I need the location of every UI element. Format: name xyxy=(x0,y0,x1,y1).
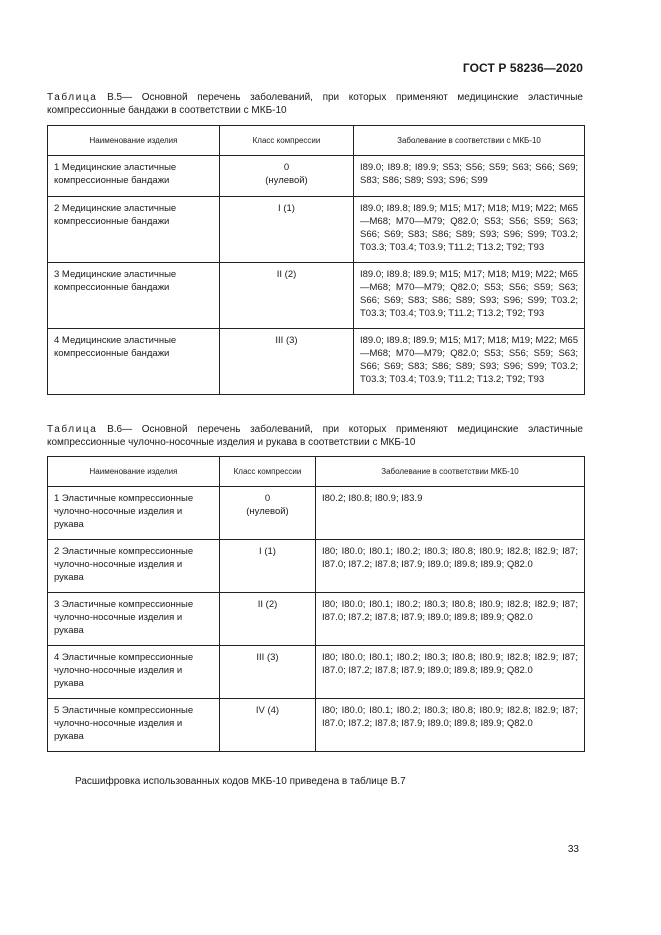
table-b5-caption-label: Таблица xyxy=(47,92,98,103)
disease-codes-cell: I80; I80.0; I80.1; I80.2; I80.3; I80.8; I80.9; I82.8; I82.9; I87; I87.0; I87.2; I87.8; I87.9; I89.0; I89.8; I89.9; Q82.0 xyxy=(316,540,585,593)
table-b5-caption-number: В.5 xyxy=(107,92,123,103)
table-row xyxy=(48,263,585,329)
table-row xyxy=(48,540,585,593)
disease-codes-cell: I89.0; I89.8; I89.9; S53; S56; S59; S63; S66; S69; S83; S86; S89; S93; S96; S99 xyxy=(354,156,585,197)
compression-class-line: II (2) xyxy=(257,599,278,610)
product-name-cell: 4 Эластичные компрессионные чулочно-носочные изделия и рукава xyxy=(48,646,220,699)
disease-codes-cell: I80; I80.0; I80.1; I80.2; I80.3; I80.8; I80.9; I82.8; I82.9; I87; I87.0; I87.2; I87.8; I87.9; I89.0; I89.8; I89.9; Q82.0 xyxy=(316,646,585,699)
column-header-disease: Заболевание в соответствии МКБ-10 xyxy=(316,457,585,487)
standard-title: ГОСТ Р 58236—2020 xyxy=(462,61,583,75)
compression-class-cell xyxy=(220,646,316,699)
table-b6-caption-text: — Основной перечень заболеваний, при которых применяют медицинские эластичные xyxy=(122,424,583,435)
compression-class-line: IV (4) xyxy=(255,705,280,716)
column-header-product: Наименование изделия xyxy=(48,126,220,156)
product-name-cell: 1 Эластичные компрессионные чулочно-носочные изделия и рукава xyxy=(48,487,220,540)
table-b5 xyxy=(47,125,585,395)
compression-class-cell xyxy=(220,197,354,263)
table-b5-caption-line2: компрессионные бандажи в соответствии с МКБ-10 xyxy=(47,105,287,116)
column-header-compression-class: Класс компрессии xyxy=(220,126,354,156)
table-b6 xyxy=(47,456,585,752)
disease-codes-cell: I80.2; I80.8; I80.9; I83.9 xyxy=(316,487,585,540)
compression-class-cell xyxy=(220,329,354,395)
product-name-cell: 3 Медицинские эластичные компрессионные бандажи xyxy=(48,263,220,329)
table-row xyxy=(48,197,585,263)
table-row xyxy=(48,699,585,752)
column-header-disease: Заболевание в соответствии с МКБ-10 xyxy=(354,126,585,156)
column-header-product: Наименование изделия xyxy=(48,457,220,487)
footnote: Расшифровка использованных кодов МКБ-10 приведена в таблице В.7 xyxy=(75,776,406,787)
table-b6-caption-line2: компрессионные чулочно-носочные изделия и рукава в соответствии с МКБ-10 xyxy=(47,437,416,448)
table-b5-header-row xyxy=(48,126,585,156)
table-row xyxy=(48,156,585,197)
compression-class-cell xyxy=(220,263,354,329)
compression-class-cell xyxy=(220,156,354,197)
product-name-cell: 2 Эластичные компрессионные чулочно-носочные изделия и рукава xyxy=(48,540,220,593)
page-number: 33 xyxy=(567,844,579,855)
column-header-compression-class: Класс компрессии xyxy=(220,457,316,487)
compression-class-line: III (3) xyxy=(256,652,279,663)
disease-codes-cell: I80; I80.0; I80.1; I80.2; I80.3; I80.8; I80.9; I82.8; I82.9; I87; I87.0; I87.2; I87.8; I87.9; I89.0; I89.8; I89.9; Q82.0 xyxy=(316,593,585,646)
table-row xyxy=(48,593,585,646)
compression-class-line: (нулевой) xyxy=(265,175,308,186)
product-name-cell: 5 Эластичные компрессионные чулочно-носочные изделия и рукава xyxy=(48,699,220,752)
table-row xyxy=(48,646,585,699)
compression-class-line: I (1) xyxy=(278,203,295,214)
product-name-cell: 3 Эластичные компрессионные чулочно-носочные изделия и рукава xyxy=(48,593,220,646)
table-row xyxy=(48,487,585,540)
compression-class-cell xyxy=(220,540,316,593)
compression-class-line: III (3) xyxy=(275,335,298,346)
compression-class-cell xyxy=(220,593,316,646)
table-b6-caption xyxy=(47,423,583,449)
compression-class-line: 0 xyxy=(283,162,290,173)
disease-codes-cell: I89.0; I89.8; I89.9; M15; M17; M18; M19; M22; M65—M68; M70—M79; Q82.0; S53; S56; S59; S63; S66; S69; S83; S86; S89; S93; S96; S99; T03.2; T03.3; T03.4; T03.9; T11.2; T13.2; T92; T93 xyxy=(354,263,585,329)
compression-class-cell xyxy=(220,487,316,540)
compression-class-line: 0 xyxy=(264,493,271,504)
table-b6-caption-label: Таблица xyxy=(47,424,98,435)
table-row xyxy=(48,329,585,395)
compression-class-cell xyxy=(220,699,316,752)
product-name-cell: 4 Медицинские эластичные компрессионные бандажи xyxy=(48,329,220,395)
table-b5-caption-text: — Основной перечень заболеваний, при которых применяют медицинские эластичные xyxy=(122,92,583,103)
disease-codes-cell: I89.0; I89.8; I89.9; M15; M17; M18; M19; M22; M65—M68; M70—M79; Q82.0; S53; S56; S59; S63; S66; S69; S83; S86; S89; S93; S96; S99; T03.2; T03.3; T03.4; T03.9; T11.2; T13.2; T92; T93 xyxy=(354,329,585,395)
compression-class-line: (нулевой) xyxy=(246,506,289,517)
product-name-cell: 2 Медицинские эластичные компрессионные бандажи xyxy=(48,197,220,263)
compression-class-line: II (2) xyxy=(276,269,297,280)
disease-codes-cell: I80; I80.0; I80.1; I80.2; I80.3; I80.8; I80.9; I82.8; I82.9; I87; I87.0; I87.2; I87.8; I87.9; I89.0; I89.8; I89.9; Q82.0 xyxy=(316,699,585,752)
table-b5-caption xyxy=(47,91,583,117)
table-b6-header-row xyxy=(48,457,585,487)
compression-class-line: I (1) xyxy=(259,546,276,557)
product-name-cell: 1 Медицинские эластичные компрессионные бандажи xyxy=(48,156,220,197)
disease-codes-cell: I89.0; I89.8; I89.9; M15; M17; M18; M19; M22; M65—M68; M70—M79; Q82.0; S53; S56; S59; S63; S66; S69; S83; S86; S89; S93; S96; S99; T03.2; T03.3; T03.4; T03.9; T11.2; T13.2; T92; T93 xyxy=(354,197,585,263)
table-b6-caption-number: В.6 xyxy=(107,424,123,435)
